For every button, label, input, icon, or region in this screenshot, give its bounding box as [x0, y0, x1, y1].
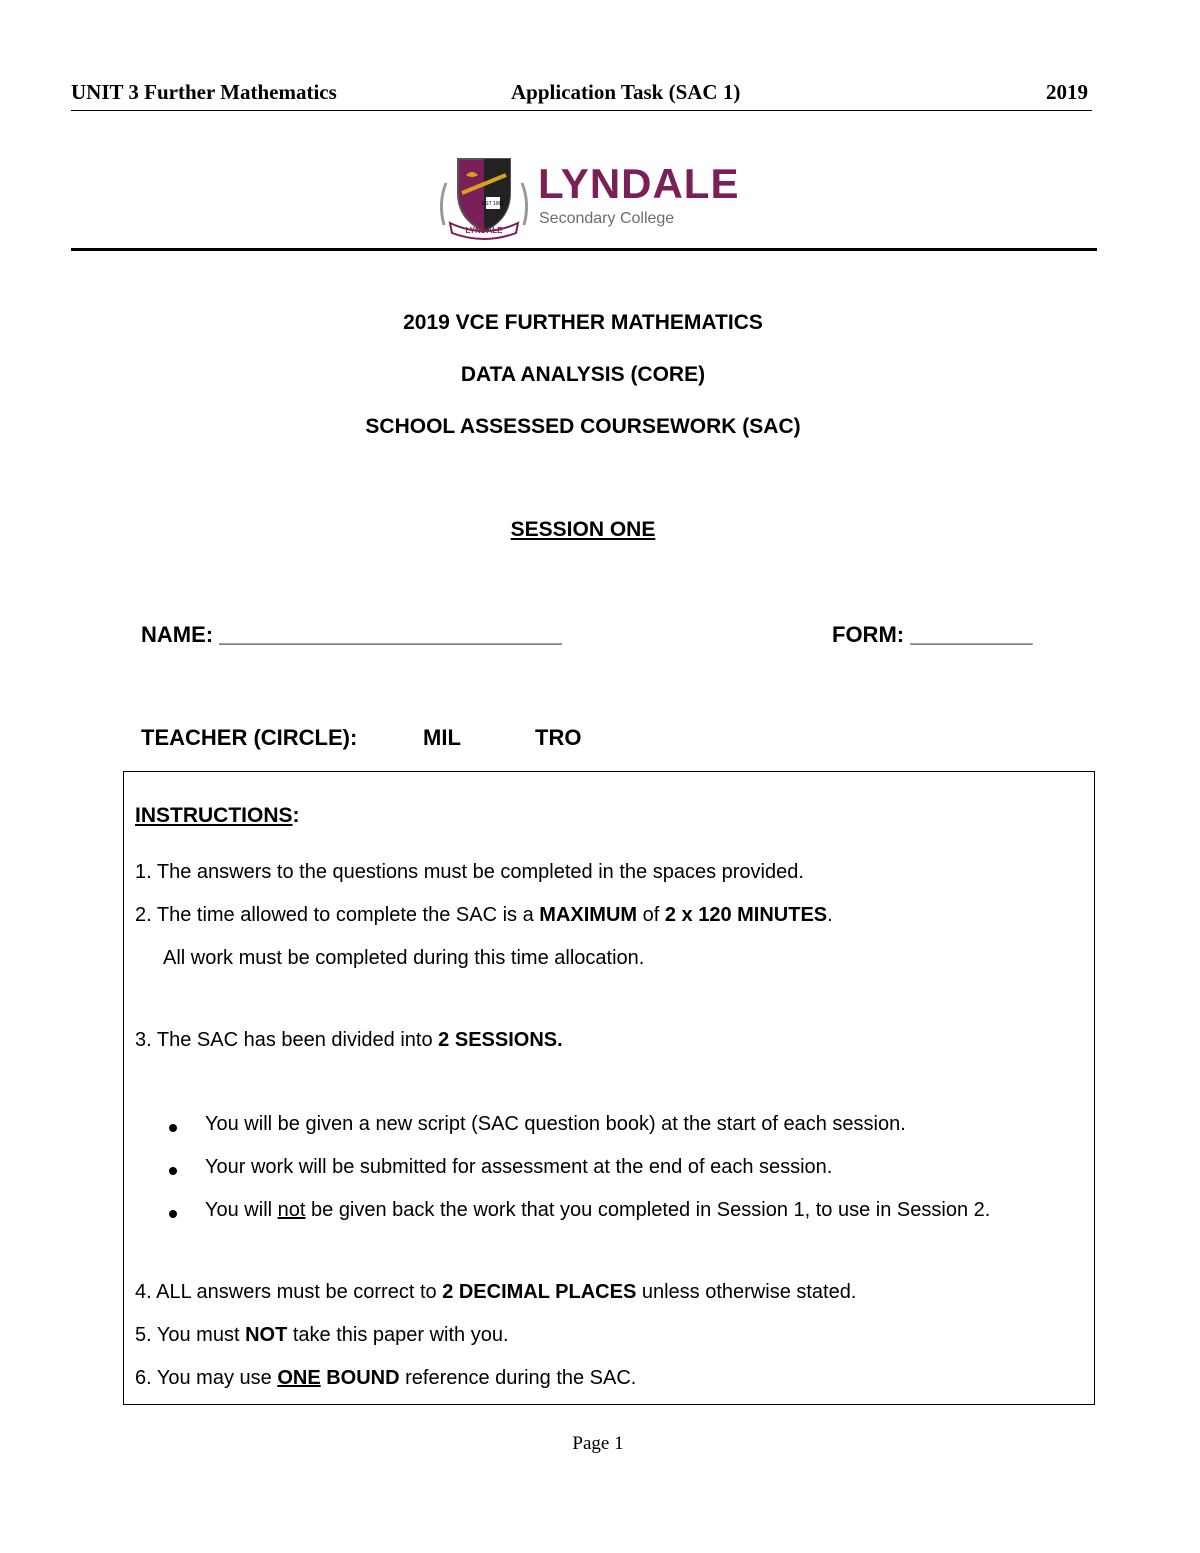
bullet-icon — [169, 1124, 177, 1132]
school-crest-icon — [436, 153, 532, 243]
bullet-item: You will be given a new script (SAC question book) at the start of each session. — [205, 1113, 906, 1135]
instruction-2: 2. The time allowed to complete the SAC is a MAXIMUM of 2 x 120 MINUTES. — [135, 904, 833, 926]
session-heading: SESSION ONE — [510, 518, 656, 541]
title-area: DATA ANALYSIS (CORE) — [460, 363, 706, 386]
bullet-icon — [169, 1210, 177, 1218]
page-header — [71, 80, 1092, 111]
header-unit: UNIT 3 Further Mathematics — [71, 80, 337, 104]
instructions-title: INSTRUCTIONS: — [135, 804, 300, 827]
header-year: 2019 — [1046, 80, 1088, 104]
instruction-6: 6. You may use ONE BOUND reference during the SAC. — [135, 1367, 637, 1389]
name-field[interactable]: NAME: ____________________________ — [141, 622, 562, 647]
title-course: 2019 VCE FURTHER MATHEMATICS — [403, 311, 763, 334]
title-assessment: SCHOOL ASSESSED COURSEWORK (SAC) — [365, 415, 801, 438]
school-subtitle: Secondary College — [539, 210, 675, 227]
header-task: Application Task (SAC 1) — [511, 80, 741, 104]
svg-text:EST 1961: EST 1961 — [481, 201, 505, 207]
header-divider — [71, 248, 1097, 251]
teacher-label: TEACHER (CIRCLE): — [141, 725, 358, 750]
school-logo — [436, 153, 746, 243]
teacher-option-mil[interactable]: MIL — [423, 725, 461, 750]
form-field[interactable]: FORM: __________ — [832, 622, 1033, 647]
bullet-item: Your work will be submitted for assessment at the end of each session. — [205, 1156, 833, 1178]
page-number: Page 1 — [572, 1433, 624, 1454]
school-name: LYNDALE — [538, 160, 740, 207]
teacher-option-tro[interactable]: TRO — [535, 725, 582, 750]
instructions-box — [123, 771, 1095, 1405]
svg-text:LYNDALE: LYNDALE — [465, 226, 503, 235]
instruction-4: 4. ALL answers must be correct to 2 DECIMAL PLACES unless otherwise stated. — [135, 1281, 857, 1303]
bullet-icon — [169, 1167, 177, 1175]
instruction-2-continued: All work must be completed during this time allocation. — [163, 947, 645, 969]
bullet-item: You will not be given back the work that you completed in Session 1, to use in Session 2. — [205, 1199, 991, 1221]
instruction-3: 3. The SAC has been divided into 2 SESSIONS. — [135, 1029, 563, 1051]
instruction-1: 1. The answers to the questions must be completed in the spaces provided. — [135, 861, 804, 883]
instruction-5: 5. You must NOT take this paper with you. — [135, 1324, 509, 1346]
